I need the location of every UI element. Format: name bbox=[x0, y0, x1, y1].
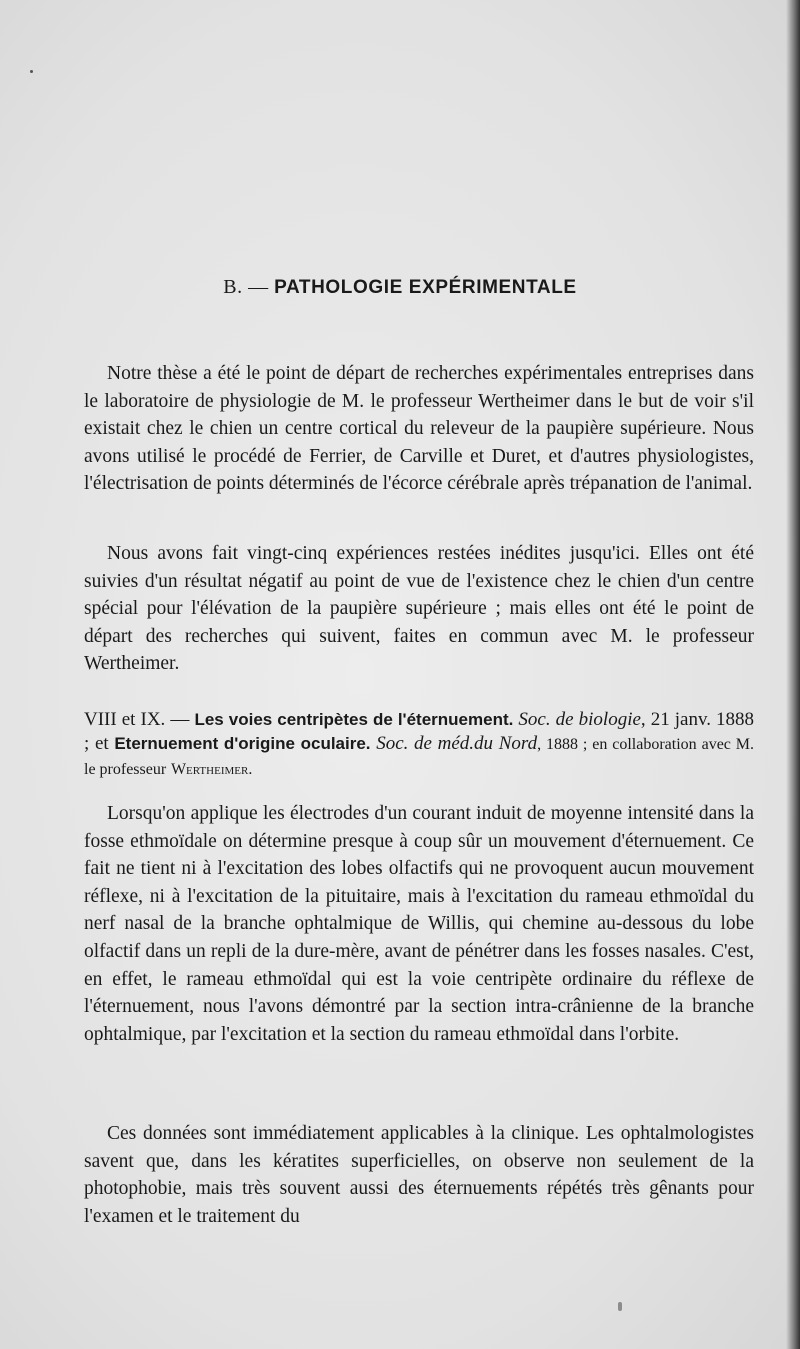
scan-edge-shadow bbox=[786, 0, 800, 1349]
paragraph-1-text: Notre thèse a été le point de départ de recherches expérimentales entreprises dans le laboratoire de physiologie de M. le professeur Wertheimer dans le but de voir s'il existait chez le chien un centre cortical du releveur de la paupière supérieure. Nous avons utilisé le procédé de Ferrier, de Carville et Duret, et d'autres physiologistes, l'électrisation de points déterminés de l'écorce cérébrale après trépanation de l'animal. bbox=[84, 363, 754, 495]
paragraph-2-text: Nous avons fait vingt-cinq expériences restées inédites jusqu'ici. Elles ont été suivies d'un résultat négatif au point de vue de l'existence chez le chien d'un centre spécial pour l'élévation de la paupière supérieure ; mais elles ont été le point de départ des recherches qui suivent, faites en commun avec M. le professeur Wertheimer. bbox=[84, 543, 754, 675]
section-dash: — bbox=[248, 276, 269, 298]
reference-journal-1: Soc. de biologie bbox=[518, 709, 641, 730]
paragraph-4 bbox=[84, 1120, 754, 1230]
bibliographic-reference bbox=[84, 708, 754, 782]
reference-collaborator: Wertheimer. bbox=[170, 761, 253, 778]
scan-speck bbox=[618, 1302, 622, 1311]
reference-title-2: Eternuement d'origine oculaire. bbox=[114, 734, 371, 753]
paragraph-4-text: Ces données sont immédiatement applicables à la clinique. Les ophtalmologistes savent que, dans les kératites superficielles, on observe non seulement de la photophobie, mais très souvent aussi des éternuements répétés très gênants pour l'examen et le traitement du bbox=[84, 1123, 754, 1227]
reference-journal-2: Soc. de méd.du Nord bbox=[376, 733, 538, 754]
section-letter: B. bbox=[223, 276, 243, 298]
paragraph-3-text: Lorsqu'on applique les électrodes d'un courant induit de moyenne intensité dans la fosse ethmoïdale on détermine presque à coup sûr un mouvement d'éternuement. Ce fait ne tient ni à l'excitation des lobes olfactifs qui ne provoquent aucun mouvement réflexe, ni à l'excitation de la pituitaire, mais à l'excitation du rameau ethmoïdal du nerf nasal de la branche ophtalmique de Willis, qui chemine au-dessous du lobe olfactif dans un repli de la dure-mère, avant de pénétrer dans les fosses nasales. C'est, en effet, le rameau ethmoïdal qui est la voie centripète ordinaire du réflexe de l'éternuement, nous l'avons démontré par la section intra-crânienne de la branche ophtalmique, par l'excitation et la section du rameau ethmoïdal dans l'orbite. bbox=[84, 803, 754, 1045]
section-title: PATHOLOGIE EXPÉRIMENTALE bbox=[274, 277, 577, 298]
section-heading bbox=[0, 276, 800, 299]
paragraph-2 bbox=[84, 540, 754, 678]
scan-speck bbox=[30, 70, 33, 73]
reference-date-2: , 1888 ; en collaboration avec M. le professeur bbox=[84, 736, 755, 778]
paragraph-3 bbox=[84, 800, 754, 1048]
reference-date-1: , 21 janv. 1888 ; et bbox=[84, 709, 755, 754]
paragraph-1 bbox=[84, 360, 754, 498]
reference-title-1: Les voies centripètes de l'éternuement. bbox=[194, 710, 514, 729]
reference-numbers: VIII et IX. — bbox=[84, 709, 190, 730]
